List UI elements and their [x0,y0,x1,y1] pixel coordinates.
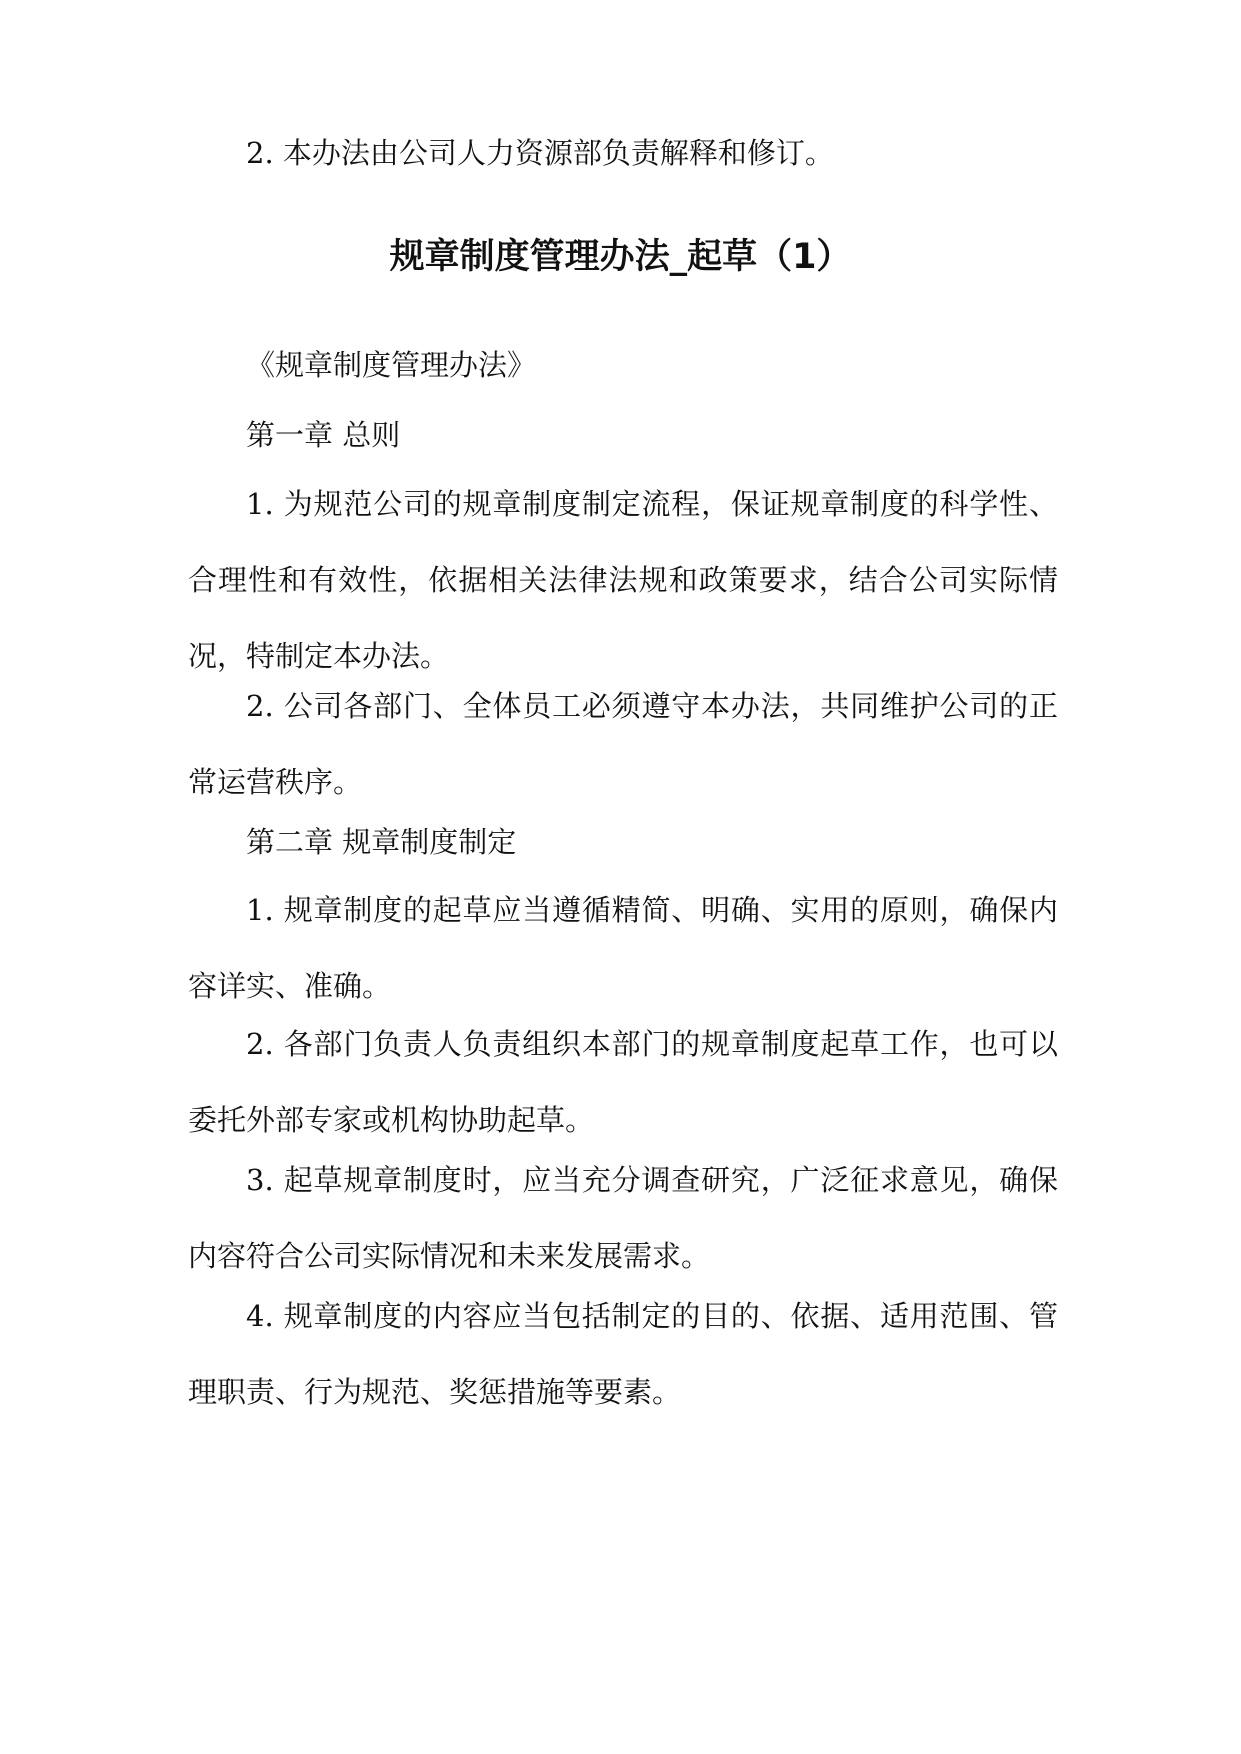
chapter-2-item-3: 3. 起草规章制度时，应当充分调查研究，广泛征求意见，确保内容符合公司实际情况和未来发展需求。 [188,1163,1058,1273]
chapter-2-heading: 第二章 规章制度制定 [246,825,517,859]
chapter-2-item-4: 4. 规章制度的内容应当包括制定的目的、依据、适用范围、管理职责、行为规范、奖惩措施等要素。 [188,1299,1058,1409]
document-title: 规章制度管理办法_起草（1） [389,237,852,277]
document-name: 《规章制度管理办法》 [246,348,537,382]
chapter-1-item-1: 1. 为规范公司的规章制度制定流程，保证规章制度的科学性、合理性和有效性，依据相关法律法规和政策要求，结合公司实际情况，特制定本办法。 [188,487,1058,673]
previous-section-item-2: 2. 本办法由公司人力资源部负责解释和修订。 [246,136,834,170]
chapter-1-heading: 第一章 总则 [246,418,401,452]
chapter-1-item-2: 2. 公司各部门、全体员工必须遵守本办法，共同维护公司的正常运营秩序。 [188,689,1058,799]
chapter-2-item-1: 1. 规章制度的起草应当遵循精简、明确、实用的原则，确保内容详实、准确。 [188,893,1058,1003]
chapter-2-item-2: 2. 各部门负责人负责组织本部门的规章制度起草工作，也可以委托外部专家或机构协助起草。 [188,1027,1058,1137]
